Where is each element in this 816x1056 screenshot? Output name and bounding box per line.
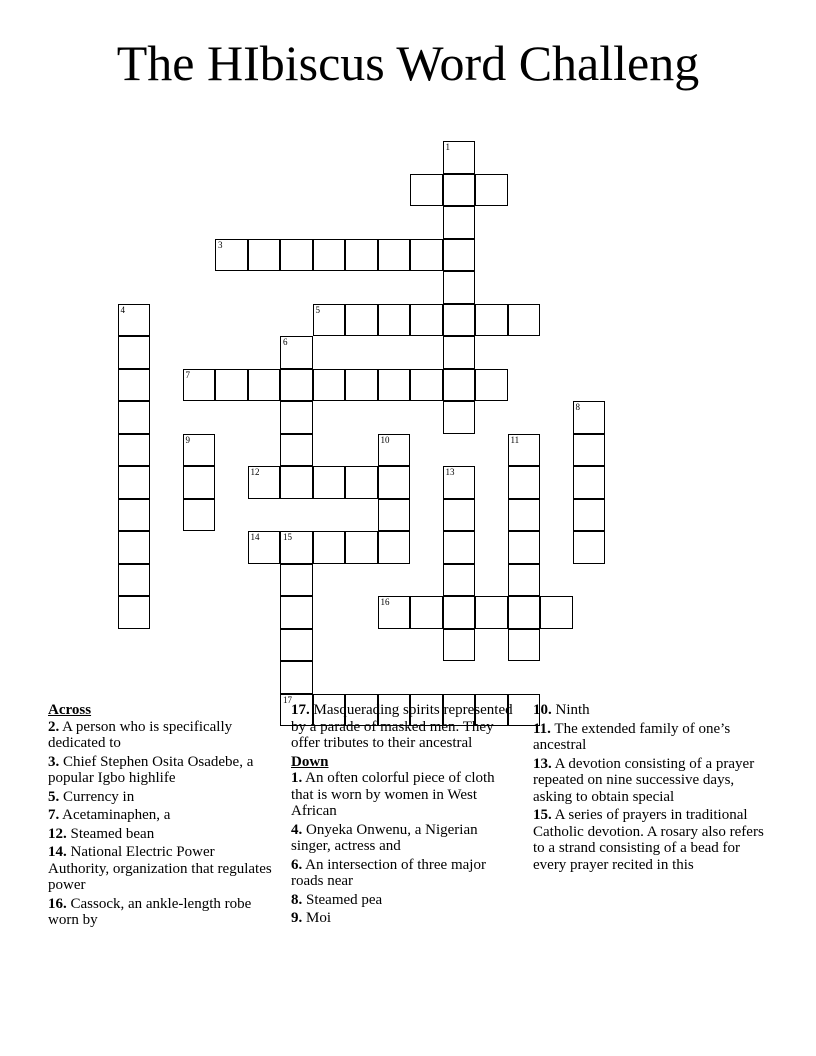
clue-number: 15 bbox=[283, 532, 292, 542]
grid-cell[interactable] bbox=[508, 629, 541, 662]
clue-label: 5. bbox=[48, 788, 60, 805]
grid-cell[interactable] bbox=[345, 466, 378, 499]
grid-cell[interactable] bbox=[443, 499, 476, 532]
grid-cell[interactable] bbox=[508, 564, 541, 597]
grid-cell[interactable] bbox=[508, 434, 541, 467]
grid-cell[interactable] bbox=[378, 531, 411, 564]
clue-item bbox=[48, 719, 276, 752]
grid-cell[interactable] bbox=[508, 531, 541, 564]
grid-cell[interactable] bbox=[443, 564, 476, 597]
grid-cell[interactable] bbox=[345, 239, 378, 272]
grid-cell[interactable] bbox=[443, 239, 476, 272]
clue-text: A person who is specifically dedicated to bbox=[48, 718, 233, 751]
grid-cell[interactable] bbox=[280, 661, 313, 694]
clue-item bbox=[48, 826, 276, 843]
grid-cell[interactable] bbox=[215, 369, 248, 402]
clue-item bbox=[48, 807, 276, 824]
grid-cell[interactable] bbox=[215, 239, 248, 272]
clue-number: 4 bbox=[120, 304, 125, 315]
clue-label: 1. bbox=[291, 770, 303, 786]
grid-cell[interactable] bbox=[378, 304, 411, 337]
clue-label: 16. bbox=[48, 895, 67, 912]
grid-cell[interactable] bbox=[118, 434, 151, 467]
grid-cell[interactable] bbox=[410, 369, 443, 402]
clue-item bbox=[533, 721, 765, 754]
grid-cell[interactable] bbox=[573, 466, 606, 499]
grid-cell[interactable] bbox=[118, 499, 151, 532]
grid-cell[interactable] bbox=[248, 239, 281, 272]
grid-cell[interactable] bbox=[313, 466, 346, 499]
clue-label: 7. bbox=[48, 807, 60, 823]
grid-cell[interactable] bbox=[280, 564, 313, 597]
grid-cell[interactable] bbox=[313, 239, 346, 272]
clue-label: 17. bbox=[291, 702, 310, 718]
clue-label: 10. bbox=[533, 702, 552, 718]
grid-cell[interactable] bbox=[183, 499, 216, 532]
across-heading: Across bbox=[48, 702, 92, 718]
puzzle-title: The HIbiscus Word Challeng bbox=[116, 35, 700, 91]
grid-cell[interactable] bbox=[280, 401, 313, 434]
grid-cell[interactable] bbox=[443, 531, 476, 564]
clues-column-2 bbox=[291, 702, 519, 929]
grid-cell[interactable] bbox=[508, 466, 541, 499]
grid-cell[interactable] bbox=[313, 304, 346, 337]
grid-cell[interactable] bbox=[280, 629, 313, 662]
clue-label: 3. bbox=[48, 753, 60, 770]
grid-cell[interactable] bbox=[410, 596, 443, 629]
grid-cell[interactable] bbox=[118, 369, 151, 402]
clue-number: 6 bbox=[283, 337, 288, 347]
grid-cell[interactable] bbox=[118, 564, 151, 597]
clue-label: 4. bbox=[291, 821, 303, 838]
grid-cell[interactable] bbox=[410, 304, 443, 337]
clue-item bbox=[48, 896, 276, 929]
clue-number: 14 bbox=[250, 532, 260, 542]
clue-number: 13 bbox=[445, 467, 455, 477]
grid-cell[interactable] bbox=[248, 369, 281, 402]
grid-cell[interactable] bbox=[443, 629, 476, 662]
grid-cell[interactable] bbox=[280, 369, 313, 402]
clue-label: 14. bbox=[48, 844, 67, 860]
grid-cell[interactable] bbox=[475, 174, 508, 207]
grid-cell[interactable] bbox=[118, 466, 151, 499]
grid-cell[interactable] bbox=[475, 596, 508, 629]
clue-text: An often colorful piece of cloth that is worn by women in West African bbox=[291, 770, 495, 819]
grid-cell[interactable] bbox=[118, 531, 151, 564]
grid-cell[interactable] bbox=[443, 369, 476, 402]
clue-item bbox=[291, 892, 519, 909]
grid-cell[interactable] bbox=[508, 596, 541, 629]
grid-cell[interactable] bbox=[443, 596, 476, 629]
clue-number: 3 bbox=[218, 239, 223, 250]
grid-cell[interactable] bbox=[475, 304, 508, 337]
grid-cell[interactable] bbox=[345, 304, 378, 337]
grid-cell[interactable] bbox=[378, 369, 411, 402]
clue-number: 7 bbox=[185, 369, 190, 380]
clue-text: The extended family of one’s ancestral bbox=[533, 720, 731, 753]
grid-cell[interactable] bbox=[443, 271, 476, 304]
grid-cell[interactable] bbox=[573, 434, 606, 467]
grid-cell[interactable] bbox=[280, 596, 313, 629]
clue-item bbox=[291, 857, 519, 890]
grid-cell[interactable] bbox=[183, 466, 216, 499]
grid-cell[interactable] bbox=[508, 304, 541, 337]
clue-item bbox=[48, 754, 276, 787]
clue-label: 2. bbox=[48, 718, 60, 735]
grid-cell[interactable] bbox=[183, 434, 216, 467]
grid-cell[interactable] bbox=[280, 531, 313, 564]
clue-text: Steamed pea bbox=[302, 891, 383, 908]
clue-text: Cassock, an ankle-length robe worn by bbox=[48, 895, 252, 928]
clue-number: 5 bbox=[315, 304, 320, 315]
grid-cell[interactable] bbox=[443, 174, 476, 207]
grid-cell[interactable] bbox=[378, 239, 411, 272]
grid-cell[interactable] bbox=[280, 466, 313, 499]
grid-cell[interactable] bbox=[378, 499, 411, 532]
grid-cell[interactable] bbox=[183, 369, 216, 402]
grid-cell[interactable] bbox=[573, 531, 606, 564]
clue-text: An intersection of three major roads near bbox=[291, 856, 486, 889]
grid-cell[interactable] bbox=[378, 596, 411, 629]
down-heading: Down bbox=[291, 753, 329, 770]
clue-text: National Electric Power Authority, organization that regulates power bbox=[48, 844, 272, 893]
grid-cell[interactable] bbox=[443, 206, 476, 239]
clue-text: Masquerading spirits represented by a parade of masked men. They offer tributes to their ancestral bbox=[291, 702, 513, 751]
clues-column-1 bbox=[48, 702, 276, 931]
grid-cell[interactable] bbox=[540, 596, 573, 629]
grid-cell[interactable] bbox=[313, 369, 346, 402]
grid-cell[interactable] bbox=[443, 336, 476, 369]
clue-text: Onyeka Onwenu, a Nigerian singer, actress and bbox=[291, 821, 478, 854]
grid-cell[interactable] bbox=[313, 531, 346, 564]
grid-cell[interactable] bbox=[443, 401, 476, 434]
grid-cell[interactable] bbox=[345, 369, 378, 402]
grid-cell[interactable] bbox=[410, 174, 443, 207]
clue-label: 13. bbox=[533, 755, 552, 772]
clue-number: 17 bbox=[283, 694, 292, 705]
clue-label: 8. bbox=[291, 891, 303, 908]
clue-number: 16 bbox=[380, 597, 390, 607]
clue-label: 9. bbox=[291, 910, 303, 926]
clue-number: 1 bbox=[445, 142, 450, 152]
grid-cell[interactable] bbox=[475, 369, 508, 402]
clue-item bbox=[291, 822, 519, 855]
clue-item bbox=[533, 702, 765, 719]
grid-cell[interactable] bbox=[118, 401, 151, 434]
grid-cell[interactable] bbox=[118, 336, 151, 369]
grid-cell[interactable] bbox=[410, 239, 443, 272]
grid-cell[interactable] bbox=[248, 531, 281, 564]
clues-column-3 bbox=[533, 702, 765, 875]
clue-text: A series of prayers in traditional Catholic devotion. A rosary also refers to a strand consisting of a bead for every prayer recited in this bbox=[533, 807, 764, 873]
grid-cell[interactable] bbox=[378, 466, 411, 499]
clue-text: Currency in bbox=[59, 788, 135, 805]
clue-text: Chief Stephen Osita Osadebe, a popular Igbo highlife bbox=[48, 753, 254, 786]
clue-item bbox=[48, 789, 276, 806]
grid-cell[interactable] bbox=[443, 466, 476, 499]
clue-item bbox=[533, 756, 765, 806]
clue-label: 6. bbox=[291, 856, 303, 873]
clue-number: 8 bbox=[575, 402, 580, 412]
grid-cell[interactable] bbox=[118, 304, 151, 337]
grid-cell[interactable] bbox=[280, 434, 313, 467]
clue-text: Moi bbox=[302, 910, 332, 926]
clue-item bbox=[291, 770, 519, 820]
clue-text: Acetaminaphen, a bbox=[59, 807, 171, 823]
grid-cell[interactable] bbox=[443, 141, 476, 174]
grid-cell[interactable] bbox=[378, 434, 411, 467]
clue-number: 9 bbox=[185, 434, 190, 445]
clue-text: Ninth bbox=[551, 702, 590, 718]
grid-cell[interactable] bbox=[508, 499, 541, 532]
clue-label: 11. bbox=[533, 720, 551, 737]
clue-number: 10 bbox=[380, 434, 390, 445]
grid-cell[interactable] bbox=[443, 304, 476, 337]
clue-text: Steamed bean bbox=[66, 825, 155, 842]
clue-item bbox=[533, 807, 765, 873]
grid-cell[interactable] bbox=[118, 596, 151, 629]
clue-number: 11 bbox=[510, 434, 520, 445]
clue-item bbox=[48, 844, 276, 894]
grid-cell[interactable] bbox=[280, 239, 313, 272]
grid-cell[interactable] bbox=[345, 531, 378, 564]
grid-cell[interactable] bbox=[573, 401, 606, 434]
grid-cell[interactable] bbox=[248, 466, 281, 499]
clue-text: A devotion consisting of a prayer repeated on nine successive days, asking to obtain special bbox=[533, 755, 755, 805]
clue-item bbox=[291, 702, 519, 752]
grid-cell[interactable] bbox=[573, 499, 606, 532]
grid-cell[interactable] bbox=[280, 336, 313, 369]
clue-number: 12 bbox=[250, 467, 260, 477]
clue-label: 15. bbox=[533, 807, 552, 823]
clue-item bbox=[291, 910, 519, 927]
clue-label: 12. bbox=[48, 825, 67, 842]
